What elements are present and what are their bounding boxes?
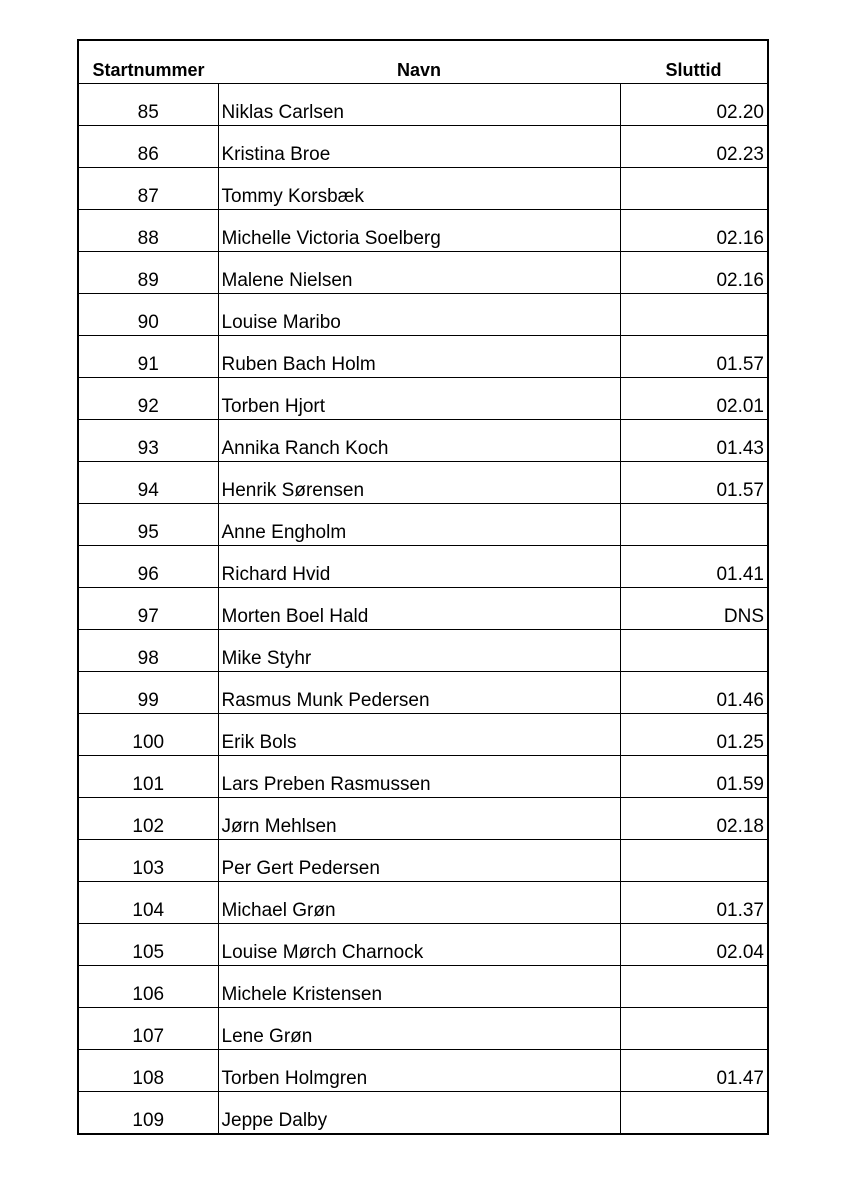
sluttid-cell: 01.46 (620, 672, 768, 714)
sluttid-cell (620, 1008, 768, 1050)
name-cell: Mike Styhr (218, 630, 620, 672)
startnummer-cell: 105 (78, 924, 218, 966)
startnummer-cell: 87 (78, 168, 218, 210)
name-cell: Henrik Sørensen (218, 462, 620, 504)
table-row (78, 210, 768, 252)
table-row (78, 924, 768, 966)
name-cell: Annika Ranch Koch (218, 420, 620, 462)
name-cell: Louise Maribo (218, 294, 620, 336)
table-row (78, 630, 768, 672)
startnummer-cell: 88 (78, 210, 218, 252)
startnummer-cell: 93 (78, 420, 218, 462)
name-cell: Torben Hjort (218, 378, 620, 420)
table-row (78, 966, 768, 1008)
name-cell: Niklas Carlsen (218, 84, 620, 126)
name-cell: Per Gert Pedersen (218, 840, 620, 882)
sluttid-cell: 01.57 (620, 336, 768, 378)
sluttid-cell (620, 1092, 768, 1135)
table-row (78, 672, 768, 714)
table-row (78, 168, 768, 210)
name-cell: Erik Bols (218, 714, 620, 756)
sluttid-cell: 02.04 (620, 924, 768, 966)
startnummer-cell: 89 (78, 252, 218, 294)
table-row (78, 714, 768, 756)
table-row (78, 126, 768, 168)
startnummer-cell: 104 (78, 882, 218, 924)
startnummer-cell: 107 (78, 1008, 218, 1050)
header-row (78, 40, 768, 84)
table-row (78, 294, 768, 336)
sluttid-cell: 01.25 (620, 714, 768, 756)
sluttid-cell: 01.37 (620, 882, 768, 924)
name-cell: Lars Preben Rasmussen (218, 756, 620, 798)
name-cell: Michele Kristensen (218, 966, 620, 1008)
sluttid-cell: 02.18 (620, 798, 768, 840)
table-row (78, 1008, 768, 1050)
startnummer-cell: 99 (78, 672, 218, 714)
table-row (78, 546, 768, 588)
sluttid-cell: 01.59 (620, 756, 768, 798)
startnummer-cell: 92 (78, 378, 218, 420)
startnummer-cell: 106 (78, 966, 218, 1008)
name-cell: Tommy Korsbæk (218, 168, 620, 210)
startnummer-cell: 103 (78, 840, 218, 882)
table-row (78, 840, 768, 882)
name-cell: Rasmus Munk Pedersen (218, 672, 620, 714)
sluttid-cell: 02.01 (620, 378, 768, 420)
startnummer-cell: 101 (78, 756, 218, 798)
startnummer-cell: 98 (78, 630, 218, 672)
startnummer-cell: 96 (78, 546, 218, 588)
sluttid-cell: 01.47 (620, 1050, 768, 1092)
results-body (78, 84, 768, 1135)
sluttid-cell (620, 630, 768, 672)
startnummer-cell: 100 (78, 714, 218, 756)
name-cell: Michelle Victoria Soelberg (218, 210, 620, 252)
table-row (78, 420, 768, 462)
table-row (78, 756, 768, 798)
sluttid-cell: 02.23 (620, 126, 768, 168)
sluttid-cell: 01.41 (620, 546, 768, 588)
name-cell: Ruben Bach Holm (218, 336, 620, 378)
startnummer-cell: 95 (78, 504, 218, 546)
startnummer-cell: 108 (78, 1050, 218, 1092)
header-sluttid: Sluttid (620, 40, 768, 84)
table-row (78, 504, 768, 546)
results-table (77, 39, 769, 1135)
name-cell: Michael Grøn (218, 882, 620, 924)
table-row (78, 336, 768, 378)
header-navn: Navn (218, 40, 620, 84)
name-cell: Anne Engholm (218, 504, 620, 546)
name-cell: Torben Holmgren (218, 1050, 620, 1092)
startnummer-cell: 94 (78, 462, 218, 504)
table-row (78, 1050, 768, 1092)
table-row (78, 798, 768, 840)
table-row (78, 84, 768, 126)
table-row (78, 252, 768, 294)
sluttid-cell: 02.20 (620, 84, 768, 126)
name-cell: Richard Hvid (218, 546, 620, 588)
sluttid-cell (620, 840, 768, 882)
sluttid-cell: 01.57 (620, 462, 768, 504)
sluttid-cell (620, 966, 768, 1008)
startnummer-cell: 109 (132, 1110, 165, 1131)
table-row (78, 882, 768, 924)
name-cell: Malene Nielsen (218, 252, 620, 294)
sluttid-cell: 02.16 (620, 252, 768, 294)
startnummer-cell: 86 (78, 126, 218, 168)
sluttid-cell (620, 168, 768, 210)
table-row (78, 462, 768, 504)
startnummer-cell: 85 (78, 84, 218, 126)
name-cell: Kristina Broe (218, 126, 620, 168)
startnummer-cell: 102 (78, 798, 218, 840)
startnummer-cell: 90 (78, 294, 218, 336)
sluttid-cell: 01.43 (620, 420, 768, 462)
name-cell: Jørn Mehlsen (218, 798, 620, 840)
sluttid-cell: 02.16 (620, 210, 768, 252)
name-cell: Jeppe Dalby (218, 1092, 620, 1135)
header-startnummer: Startnummer (78, 40, 218, 84)
sluttid-cell (620, 294, 768, 336)
table-row (78, 1092, 768, 1135)
table-row (78, 378, 768, 420)
startnummer-cell: 97 (78, 588, 218, 630)
table-row (78, 588, 768, 630)
sluttid-cell: DNS (620, 588, 768, 630)
name-cell: Louise Mørch Charnock (218, 924, 620, 966)
name-cell: Morten Boel Hald (218, 588, 620, 630)
startnummer-cell: 91 (78, 336, 218, 378)
sluttid-cell (620, 504, 768, 546)
name-cell: Lene Grøn (218, 1008, 620, 1050)
